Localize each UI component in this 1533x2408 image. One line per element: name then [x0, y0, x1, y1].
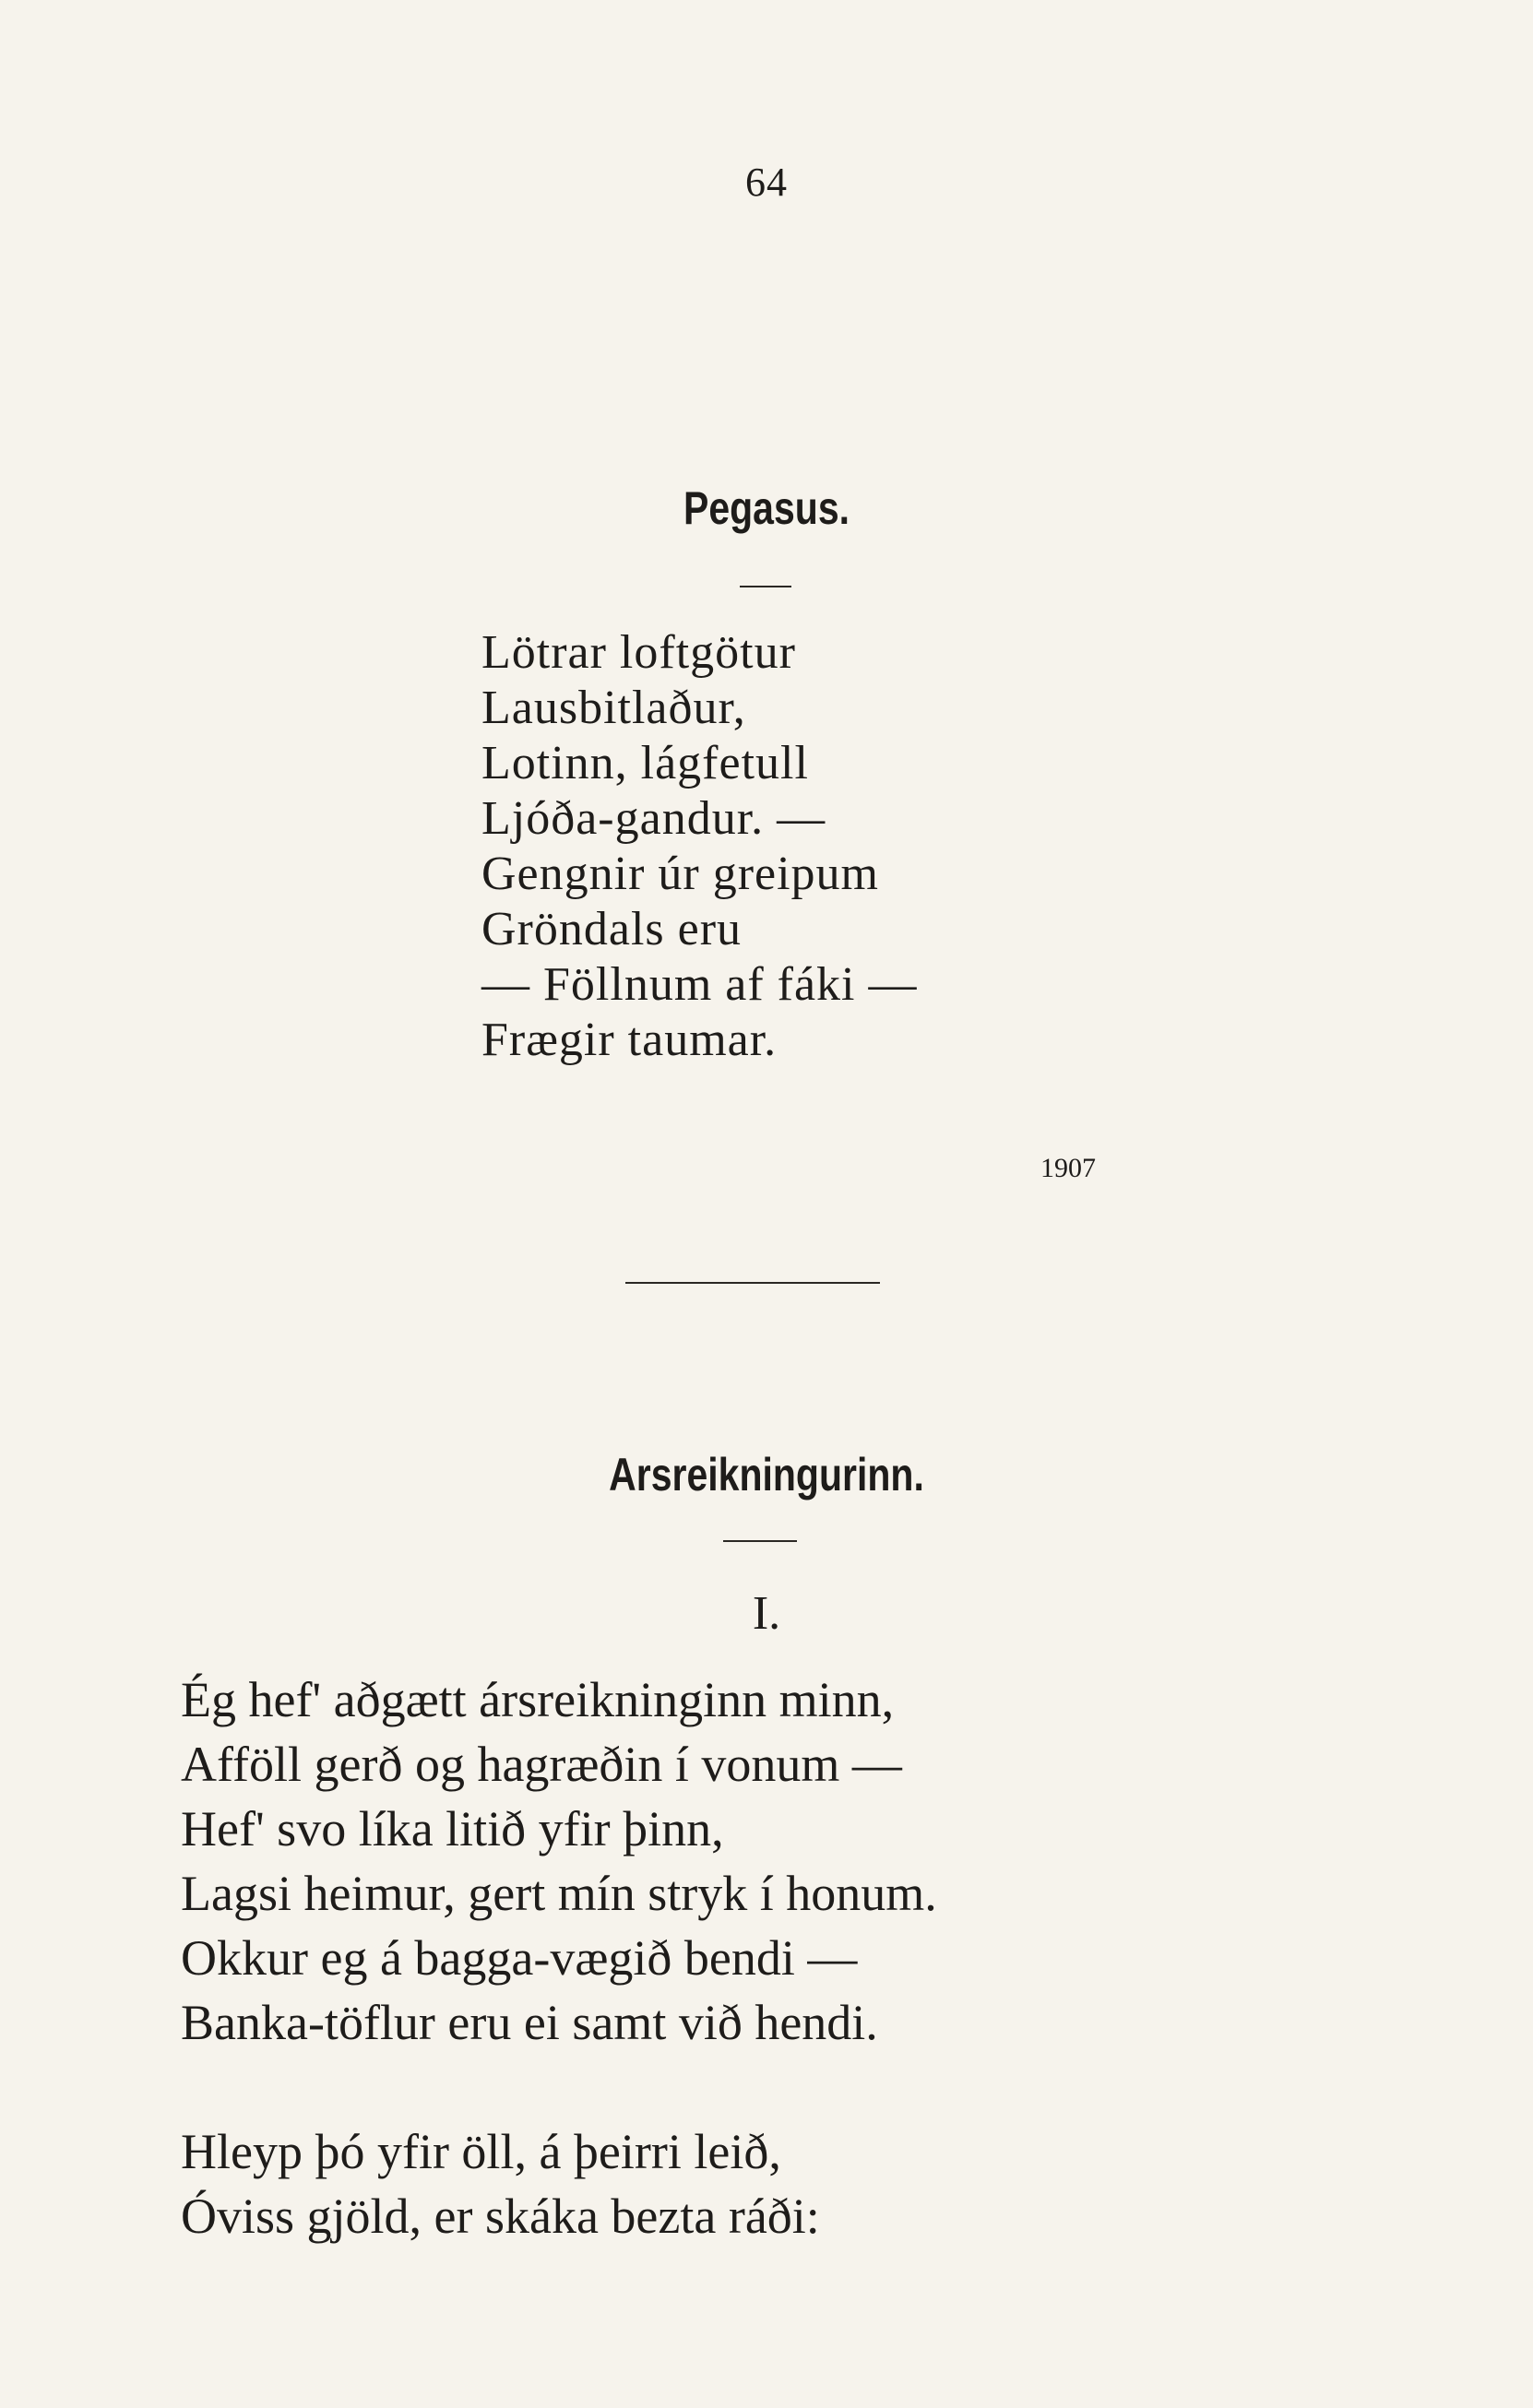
poem-line: Okkur eg á bagga-vægið bendi — — [181, 1930, 858, 1986]
poem-line: Ljóða-gandur. — — [481, 792, 826, 845]
poem-line: Frægir taumar. — [481, 1014, 778, 1066]
poem-line: Óviss gjöld, er skáka bezta ráði: — [181, 2189, 820, 2244]
poem-line: Banka-töflur eru ei samt við hendi. — [181, 1995, 878, 2050]
poem-title-pegasus: Pegasus. — [683, 482, 850, 534]
poem-line: Hleyp þó yfir öll, á þeirri leið, — [181, 2124, 781, 2179]
poem-stanza-1 — [181, 1667, 937, 2055]
title-divider — [740, 586, 791, 587]
section-number: I. — [752, 1587, 781, 1640]
poem-line: Lagsi heimur, gert mín stryk í honum. — [181, 1866, 937, 1921]
poem-stanza-2 — [181, 2119, 820, 2248]
poem-title-arsreikningurinn: Arsreikningurinn. — [609, 1449, 924, 1501]
poem-pegasus-stanza — [481, 625, 918, 1068]
title-divider — [723, 1540, 797, 1542]
poem-line: Afföll gerð og hagræðin í vonum — — [181, 1737, 902, 1792]
section-separator — [625, 1282, 880, 1284]
poem-date: 1907 — [1040, 1153, 1096, 1183]
poem-line: Ég hef' aðgætt ársreikninginn minn, — [181, 1672, 895, 1727]
page-number: 64 — [745, 160, 788, 205]
poem-line: Hef' svo líka litið yfir þinn, — [181, 1801, 724, 1856]
poem-line: Lausbitlaður, — [481, 682, 746, 734]
poem-line: Lotinn, lágfetull — [481, 737, 809, 789]
poem-line: Gengnir úr greipum — [481, 848, 880, 900]
poem-line: Lötrar loftgötur — [481, 626, 796, 679]
poem-line: Gröndals eru — [481, 903, 743, 955]
poem-line: — Föllnum af fáki — — [481, 958, 918, 1011]
